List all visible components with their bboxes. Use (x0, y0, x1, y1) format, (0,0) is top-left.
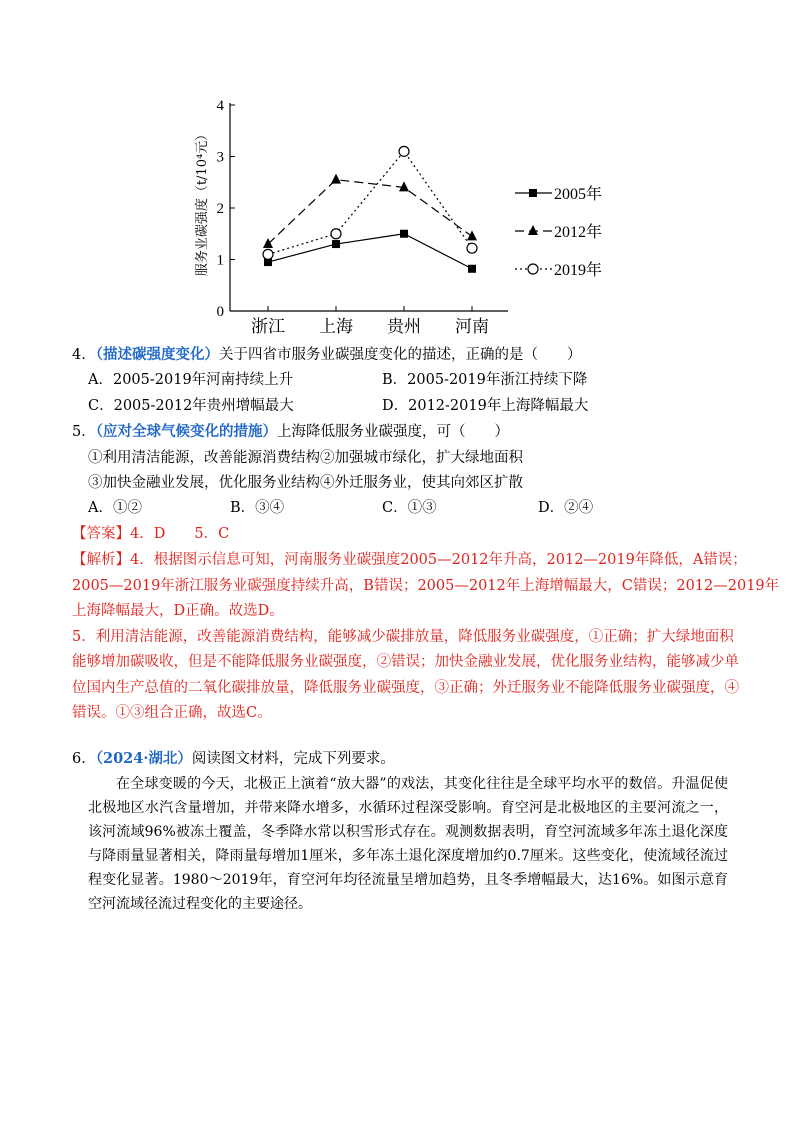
answer-label: 【答案】 (72, 526, 130, 542)
q4-number: 4． (72, 347, 96, 363)
analysis-line-1 (72, 550, 747, 570)
analysis-line-4: 5．利用清洁能源，改善能源消费结构，能够减少碳排放量，降低服务业碳强度，①正确；扩大绿地面积 (72, 629, 734, 645)
q5-statement-line1: ①利用清洁能源，改善能源消费结构②加强城市绿化，扩大绿地面积 (88, 450, 523, 466)
chart-svg (190, 95, 650, 340)
analysis-line-6: 位国内生产总值的二氧化碳排放量，降低服务业碳强度，③正确；外迁服务业不能降低服务业碳强度，④ (72, 680, 739, 696)
q4-option-c: C．2005-2012年贵州增幅最大 (88, 398, 294, 414)
analysis-label: 【解析】 (72, 552, 130, 568)
q5-option-a: A．①② (88, 500, 142, 516)
x-tick-label: 贵州 (387, 317, 421, 337)
data-point (263, 249, 273, 259)
q4-option-b: B．2005-2019年浙江持续下降 (382, 372, 588, 388)
question-6-stem (72, 749, 395, 769)
x-tick-label: 浙江 (251, 317, 285, 337)
question-5-stem (72, 422, 509, 442)
analysis-line-7: 错误。①③组合正确，故选C。 (72, 705, 272, 721)
legend-marker (528, 264, 538, 274)
answer-text: 4．D 5．C (130, 526, 230, 542)
q6-tag: （2024·湖北） (95, 750, 192, 767)
answer-line (72, 524, 229, 544)
q4-option-a: A．2005-2019年河南持续上升 (88, 372, 294, 388)
q6-stem-text: 阅读图文材料，完成下列要求。 (191, 751, 395, 767)
y-tick-label: 4 (216, 98, 224, 114)
q5-number: 5． (72, 424, 96, 440)
analysis-text-1: 4．根据图示信息可知，河南服务业碳强度2005—2012年升高，2012—2019年降低，A错误； (130, 552, 747, 568)
data-point (331, 174, 341, 184)
legend-label: 2019年 (554, 262, 603, 279)
data-point (399, 146, 409, 156)
data-point (467, 243, 477, 253)
carbon-intensity-chart (190, 95, 650, 340)
data-point (331, 229, 341, 239)
y-tick-label: 1 (216, 252, 224, 269)
q6-material-paragraph (88, 772, 728, 916)
q4-option-d: D．2012-2019年上海降幅最大 (382, 398, 589, 414)
series-line-1 (268, 180, 472, 244)
legend-label: 2012年 (554, 224, 603, 241)
q5-stem-text: 上海降低服务业碳强度，可（ ） (276, 424, 509, 440)
q6-paragraph-text: 在全球变暖的今天，北极正上演着“放大器”的戏法，其变化往往是全球平均水平的数倍。升温促使北极地区水汽含量增加，并带来降水增多，水循环过程深受影响。育空河是北极地区的主要河流之一，该河流域96%被冻土覆盖，冬季降水常以积雪形式存在。观测数据表明，育空河流域多年冻土退化深度与降雨量显著相关，降雨量每增加1厘米，多年冻土退化深度增加约0.7厘米。这些变化，使流域径流过程变化显著。1980～2019年，育空河年均径流量呈增加趋势，且冬季增幅最大，达16%。如图示意育空河流域径流过程变化的主要途径。 (88, 776, 728, 912)
q4-tag: （描述碳强度变化） (95, 346, 219, 363)
analysis-line-2: 2005—2019年浙江服务业碳强度持续升高，B错误；2005—2012年上海增幅最大，C错误；2012—2019年 (72, 578, 780, 594)
analysis-line-3: 上海降幅最大，D正确。故选D。 (72, 603, 284, 619)
q5-statement-line2: ③加快金融业发展，优化服务业结构④外迁服务业，使其向郊区扩散 (88, 475, 523, 491)
legend-marker (529, 189, 537, 197)
q6-number: 6． (72, 751, 96, 767)
q5-option-c: C．①③ (382, 500, 437, 516)
y-tick-label: 0 (216, 304, 224, 320)
q5-option-d: D．②④ (538, 500, 594, 516)
x-tick-label: 上海 (319, 317, 353, 337)
series-line-0 (268, 234, 472, 269)
y-axis-label: 服务业碳强度（t/10⁴元） (195, 127, 210, 277)
analysis-line-5: 能够增加碳吸收，但是不能降低服务业碳强度，②错误；加快金融业发展，优化服务业结构，能够减少单 (72, 654, 739, 670)
data-point (467, 230, 477, 240)
x-tick-label: 河南 (455, 317, 489, 337)
y-tick-label: 3 (216, 149, 224, 166)
data-point (332, 240, 340, 248)
q4-stem-text: 关于四省市服务业碳强度变化的描述，正确的是（ ） (218, 347, 582, 363)
q5-tag: （应对全球气候变化的措施） (95, 423, 277, 440)
y-tick-label: 2 (216, 201, 224, 217)
legend-marker (528, 225, 538, 235)
question-4-stem (72, 345, 581, 365)
q5-option-b: B．③④ (230, 500, 285, 516)
legend-label: 2005年 (554, 186, 603, 203)
data-point (468, 265, 476, 273)
data-point (263, 238, 273, 248)
data-point (400, 230, 408, 238)
